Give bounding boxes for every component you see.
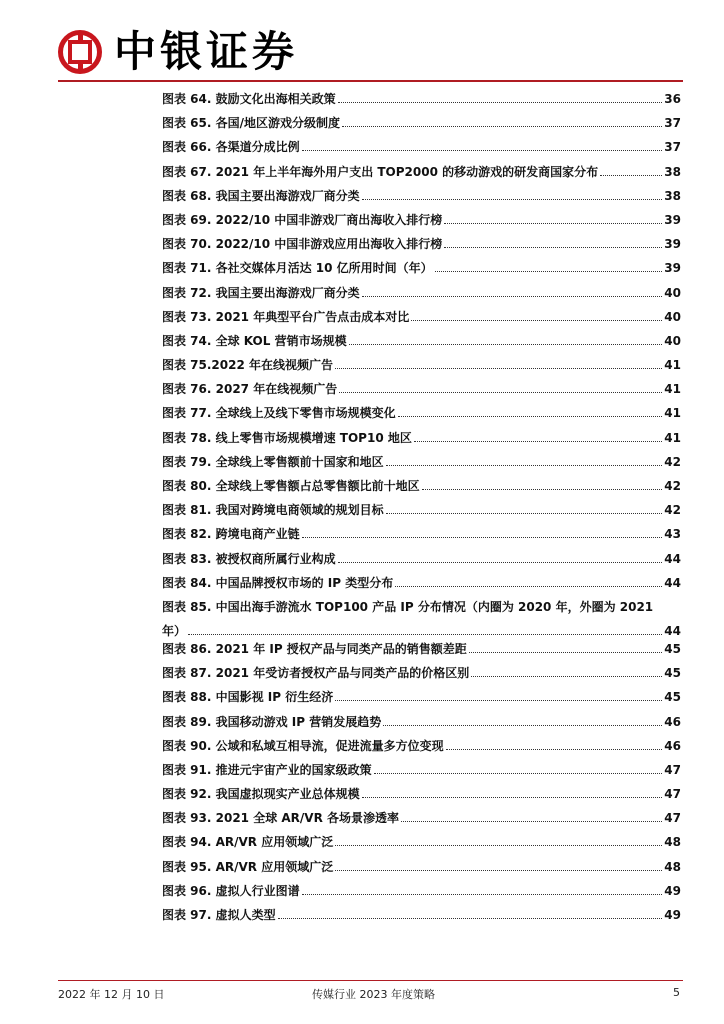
toc-entry[interactable]	[162, 92, 681, 106]
toc-leader-dots	[335, 368, 662, 369]
toc-entry-page: 42	[664, 503, 681, 518]
toc-leader-dots	[435, 271, 663, 272]
page-header	[0, 0, 724, 80]
toc-entry[interactable]	[162, 261, 681, 275]
toc-leader-dots	[471, 676, 662, 677]
toc-entry[interactable]	[162, 310, 681, 324]
header-divider	[58, 80, 683, 82]
toc-entry-title: 图表 91. 推进元宇宙产业的国家级政策	[162, 762, 372, 777]
toc-entry-title: 图表 93. 2021 全球 AR/VR 各场景渗透率	[162, 811, 399, 826]
toc-entry-page: 48	[664, 859, 681, 874]
toc-entry-page: 44	[664, 551, 681, 566]
toc-leader-dots	[398, 416, 663, 417]
toc-entry[interactable]	[162, 552, 681, 566]
toc-entry[interactable]	[162, 189, 681, 203]
toc-entry-title: 图表 78. 线上零售市场规模增速 TOP10 地区	[162, 430, 412, 445]
toc-leader-dots	[302, 150, 663, 151]
toc-entry[interactable]	[162, 527, 681, 541]
toc-entry-page: 47	[664, 762, 681, 777]
toc-leader-dots	[362, 296, 663, 297]
toc-entry-page: 42	[664, 479, 681, 493]
toc-entry-title: 图表 67. 2021 年上半年海外用户支出 TOP2000 的移动游戏的研发商国家分布	[162, 164, 599, 179]
toc-entry[interactable]	[162, 860, 681, 874]
toc-entry-title: 图表 96. 虚拟人行业图谱	[162, 883, 300, 898]
toc-entry[interactable]	[162, 406, 681, 420]
toc-entry-page: 41	[664, 430, 681, 445]
toc-entry-page: 40	[664, 309, 681, 324]
toc-entry[interactable]	[162, 576, 681, 590]
brand-name: 中银证券	[114, 27, 299, 76]
toc-entry-title: 图表 90. 公域和私域互相导流，促进流量多方位变现	[162, 738, 444, 753]
toc-leader-dots	[411, 320, 662, 321]
table-of-figures	[162, 88, 681, 922]
toc-entry-title: 图表 76. 2027 年在线视频广告	[162, 382, 338, 397]
toc-entry-title: 图表 75.2022 年在线视频广告	[162, 358, 334, 373]
toc-entry-title: 图表 86. 2021 年 IP 授权产品与同类产品的销售额差距	[162, 641, 467, 656]
toc-leader-dots	[444, 247, 662, 248]
footer-page-number: 5	[673, 986, 680, 999]
toc-entry[interactable]	[162, 213, 681, 227]
toc-entry[interactable]	[162, 334, 681, 348]
toc-leader-dots	[335, 700, 662, 701]
toc-entry[interactable]	[162, 140, 681, 154]
toc-entry-title: 图表 92. 我国虚拟现实产业总体规模	[162, 787, 360, 802]
toc-entry[interactable]	[162, 503, 681, 517]
toc-entry-page: 36	[664, 92, 681, 106]
toc-entry-page: 41	[664, 382, 681, 397]
toc-leader-dots	[339, 392, 662, 393]
toc-entry[interactable]	[162, 739, 681, 753]
toc-leader-dots	[422, 489, 663, 490]
toc-entry-page: 38	[664, 188, 681, 203]
toc-leader-dots	[444, 223, 662, 224]
toc-entry-title: 图表 69. 2022/10 中国非游戏厂商出海收入排行榜	[162, 212, 443, 227]
bank-logo-icon	[58, 30, 102, 74]
toc-leader-dots	[386, 465, 663, 466]
toc-leader-dots	[188, 634, 662, 635]
toc-entry-title: 图表 83. 被授权商所属行业构成	[162, 551, 336, 566]
toc-entry-page: 41	[664, 358, 681, 373]
toc-entry-title: 图表 70. 2022/10 中国非游戏应用出海收入排行榜	[162, 237, 443, 252]
toc-leader-dots	[414, 441, 662, 442]
toc-entry-page: 37	[664, 116, 681, 131]
toc-entry-title: 图表 82. 跨境电商产业链	[162, 527, 300, 542]
toc-leader-dots	[446, 749, 663, 750]
toc-leader-dots	[395, 586, 662, 587]
toc-entry-title: 图表 89. 我国移动游戏 IP 营销发展趋势	[162, 714, 382, 729]
toc-entry-page: 47	[664, 787, 681, 802]
toc-entry-title: 图表 71. 各社交媒体月活达 10 亿所用时间（年）	[162, 261, 433, 276]
toc-entry[interactable]	[162, 690, 681, 704]
toc-leader-dots	[383, 725, 662, 726]
toc-entry-title: 图表 65. 各国/地区游戏分级制度	[162, 116, 340, 131]
toc-entry[interactable]	[162, 165, 681, 179]
toc-entry[interactable]	[162, 116, 681, 130]
toc-entry-page: 46	[664, 714, 681, 729]
toc-leader-dots	[302, 537, 663, 538]
toc-entry[interactable]	[162, 811, 681, 825]
toc-entry[interactable]	[162, 666, 681, 680]
toc-entry-title: 图表 85. 中国出海手游流水 TOP100 产品 IP 分布情况（内圈为 2020 年，外圈为 2021	[162, 599, 654, 614]
toc-entry-page: 39	[664, 212, 681, 227]
toc-leader-dots	[401, 821, 662, 822]
toc-entry[interactable]	[162, 884, 681, 898]
toc-leader-dots	[335, 845, 662, 846]
toc-entry[interactable]	[162, 908, 681, 922]
toc-entry-page: 45	[664, 666, 681, 681]
toc-entry-page: 47	[664, 811, 681, 826]
toc-entry-page: 44	[664, 623, 681, 638]
toc-entry[interactable]	[162, 835, 681, 849]
toc-entry-title: 图表 87. 2021 年受访者授权产品与同类产品的价格区别	[162, 666, 470, 681]
toc-entry[interactable]	[162, 431, 681, 445]
toc-entry[interactable]	[162, 286, 681, 300]
toc-entry-page: 46	[664, 738, 681, 753]
toc-entry-title: 图表 79. 全球线上零售额前十国家和地区	[162, 454, 384, 469]
toc-leader-dots	[342, 126, 662, 127]
toc-entry-title: 图表 94. AR/VR 应用领域广泛	[162, 835, 334, 850]
toc-entry-page: 45	[664, 641, 681, 656]
toc-leader-dots	[374, 773, 663, 774]
toc-leader-dots	[349, 344, 663, 345]
toc-entry-title: 图表 81. 我国对跨境电商领域的规划目标	[162, 503, 384, 518]
toc-leader-dots	[469, 652, 662, 653]
toc-entry-page: 43	[664, 527, 681, 542]
toc-entry-title: 图表 64. 鼓励文化出海相关政策	[162, 92, 336, 106]
toc-leader-dots	[302, 894, 663, 895]
toc-leader-dots	[362, 199, 663, 200]
toc-entry[interactable]	[162, 787, 681, 801]
toc-entry-title: 图表 66. 各渠道分成比例	[162, 140, 300, 155]
footer-divider	[58, 980, 683, 981]
toc-entry-page: 40	[664, 285, 681, 300]
toc-entry[interactable]	[162, 715, 681, 729]
toc-entry[interactable]	[162, 642, 681, 656]
toc-leader-dots	[600, 175, 662, 176]
toc-leader-dots	[338, 102, 663, 103]
toc-entry-page: 40	[664, 333, 681, 348]
toc-entry-title: 图表 84. 中国品牌授权市场的 IP 类型分布	[162, 575, 394, 590]
toc-entry-page: 37	[664, 140, 681, 155]
toc-leader-dots	[335, 870, 662, 871]
toc-entry[interactable]	[162, 455, 681, 469]
toc-entry-page: 45	[664, 690, 681, 705]
toc-entry[interactable]	[162, 382, 681, 396]
toc-leader-dots	[362, 797, 663, 798]
footer-date: 2022 年 12 月 10 日	[58, 988, 165, 1001]
toc-entry-title: 图表 74. 全球 KOL 营销市场规模	[162, 333, 347, 348]
toc-entry-page: 42	[664, 454, 681, 469]
toc-entry-page: 39	[664, 261, 681, 276]
toc-entry-title: 图表 80. 全球线上零售额占总零售额比前十地区	[162, 479, 420, 493]
toc-entry-title: 图表 77. 全球线上及线下零售市场规模变化	[162, 406, 396, 421]
toc-entry-title: 图表 95. AR/VR 应用领域广泛	[162, 859, 334, 874]
toc-entry-title-cont: 年）	[162, 623, 187, 638]
toc-entry[interactable]	[162, 237, 681, 251]
toc-entry[interactable]	[162, 600, 681, 638]
toc-entry[interactable]	[162, 479, 681, 493]
toc-entry-title: 图表 72. 我国主要出海游戏厂商分类	[162, 285, 360, 300]
footer-report-title: 传媒行业 2023 年度策略	[312, 988, 435, 1001]
toc-leader-dots	[386, 513, 663, 514]
toc-entry-page: 49	[664, 883, 681, 898]
toc-entry-page: 39	[664, 237, 681, 252]
toc-entry[interactable]	[162, 358, 681, 372]
toc-leader-dots	[278, 918, 663, 919]
toc-entry-page: 38	[664, 164, 681, 179]
toc-entry[interactable]	[162, 763, 681, 777]
toc-entry-page: 48	[664, 835, 681, 850]
toc-leader-dots	[338, 562, 663, 563]
toc-entry-title: 图表 88. 中国影视 IP 衍生经济	[162, 690, 334, 705]
toc-entry-page: 44	[664, 575, 681, 590]
toc-entry-title: 图表 97. 虚拟人类型	[162, 908, 276, 922]
toc-entry-page: 49	[664, 908, 681, 922]
toc-entry-title: 图表 73. 2021 年典型平台广告点击成本对比	[162, 309, 410, 324]
toc-entry-page: 41	[664, 406, 681, 421]
toc-entry-title: 图表 68. 我国主要出海游戏厂商分类	[162, 188, 360, 203]
